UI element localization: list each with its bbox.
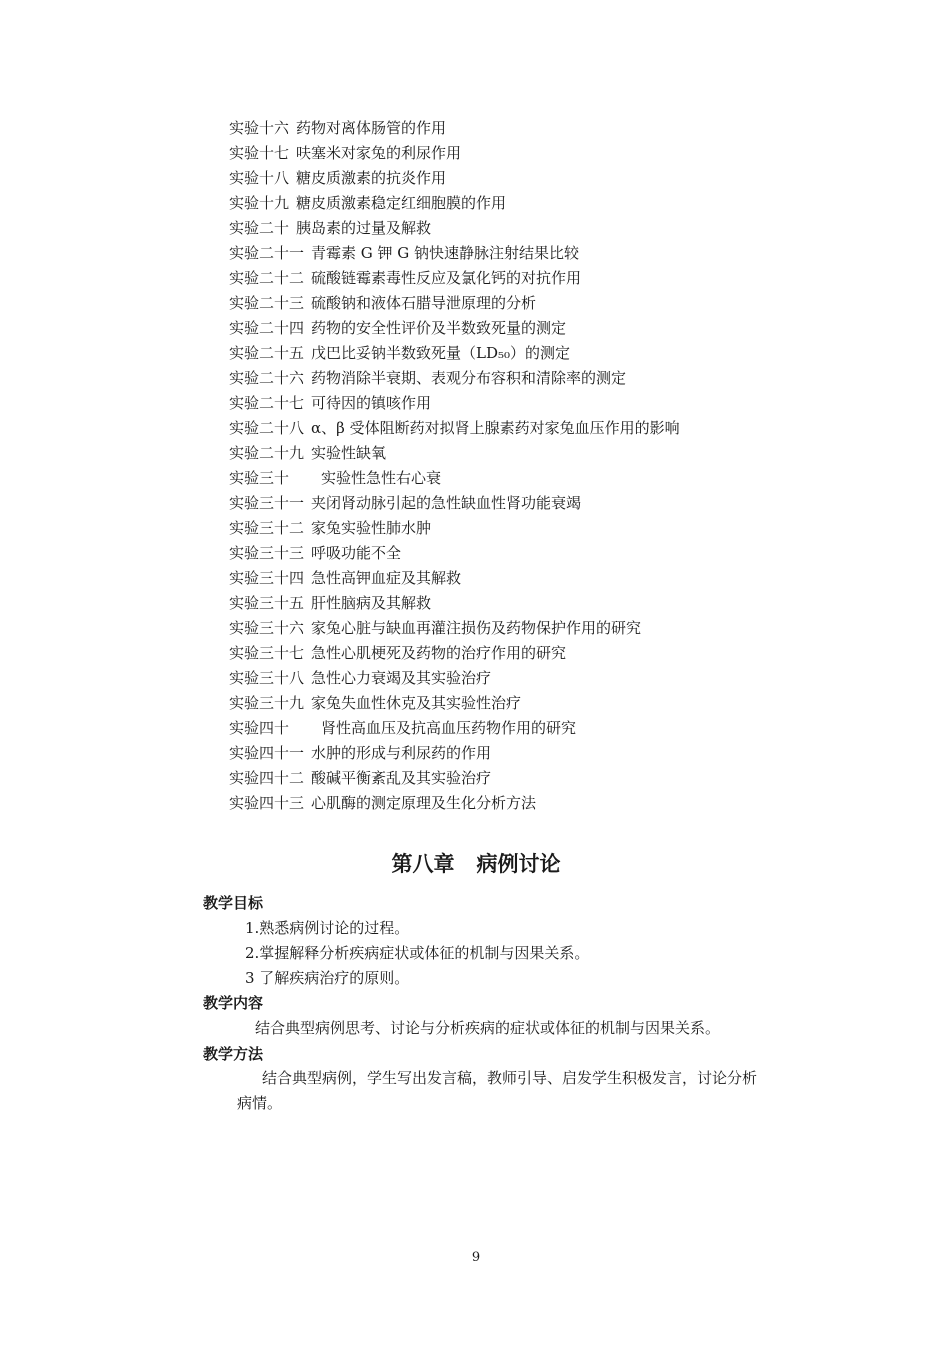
experiment-title: 可待因的镇咳作用 <box>311 394 432 412</box>
experiment-title: 糖皮质激素稳定红细胞膜的作用 <box>296 194 507 212</box>
experiment-item <box>229 566 869 591</box>
experiment-item <box>229 791 869 816</box>
experiment-title: 药物的安全性评价及半数致死量的测定 <box>311 319 567 337</box>
experiment-number: 实验十六 <box>229 119 290 137</box>
experiment-item <box>229 716 869 741</box>
experiment-item <box>229 666 869 691</box>
experiment-number: 实验四十三 <box>229 794 305 812</box>
experiment-number: 实验二十九 <box>229 444 305 462</box>
experiment-number: 实验三十七 <box>229 644 305 662</box>
experiment-number: 实验三十五 <box>229 594 305 612</box>
objective-item: 3 了解疾病治疗的原则。 <box>245 969 410 987</box>
experiment-item <box>229 391 869 416</box>
experiment-item <box>229 191 869 216</box>
experiment-number: 实验三十二 <box>229 519 305 537</box>
experiment-item <box>229 166 869 191</box>
experiment-number: 实验三十六 <box>229 619 305 637</box>
experiment-title: 实验性缺氧 <box>311 444 387 462</box>
experiment-number: 实验二十七 <box>229 394 305 412</box>
chapter-number: 第八章 <box>391 852 455 876</box>
experiment-item <box>229 691 869 716</box>
experiment-title: 硫酸链霉素毒性反应及氯化钙的对抗作用 <box>311 269 582 287</box>
experiment-title: 呼吸功能不全 <box>311 544 402 562</box>
experiment-item <box>229 616 869 641</box>
experiment-number: 实验二十六 <box>229 369 305 387</box>
experiment-title: 药物消除半衰期、表观分布容积和清除率的测定 <box>311 369 627 387</box>
experiment-title: 实验性急性右心衰 <box>321 469 442 487</box>
experiment-item <box>229 441 869 466</box>
experiment-title: 酸碱平衡紊乱及其实验治疗 <box>311 769 492 787</box>
experiment-title: 心肌酶的测定原理及生化分析方法 <box>311 794 537 812</box>
chapter-heading <box>0 848 952 878</box>
experiment-number: 实验二十三 <box>229 294 305 312</box>
experiment-title: 硫酸钠和液体石腊导泄原理的分析 <box>311 294 537 312</box>
experiment-list <box>229 116 869 816</box>
experiment-item <box>229 541 869 566</box>
experiment-title: 戊巴比妥钠半数致死量（LD₅₀）的测定 <box>311 344 571 362</box>
experiment-item <box>229 516 869 541</box>
experiment-number: 实验二十五 <box>229 344 305 362</box>
experiment-number: 实验三十四 <box>229 569 305 587</box>
content-text: 结合典型病例思考、讨论与分析疾病的症状或体征的机制与因果关系。 <box>255 1019 721 1037</box>
experiment-title: 水肿的形成与利尿药的作用 <box>311 744 492 762</box>
experiment-item <box>229 416 869 441</box>
experiment-item <box>229 466 869 491</box>
experiment-title: 药物对离体肠管的作用 <box>296 119 447 137</box>
experiment-number: 实验十八 <box>229 169 290 187</box>
experiment-item <box>229 341 869 366</box>
experiment-title: 青霉素 G 钾 G 钠快速静脉注射结果比较 <box>311 244 580 262</box>
experiment-number: 实验二十 <box>229 219 290 237</box>
experiment-item <box>229 591 869 616</box>
experiment-item <box>229 216 869 241</box>
objective-item: 2.掌握解释分析疾病症状或体征的机制与因果关系。 <box>245 944 590 962</box>
objective-item: 1.熟悉病例讨论的过程。 <box>245 919 410 937</box>
experiment-item <box>229 266 869 291</box>
experiment-item <box>229 141 869 166</box>
experiment-title: 家兔失血性休克及其实验性治疗 <box>311 694 522 712</box>
experiment-number: 实验四十二 <box>229 769 305 787</box>
experiment-item <box>229 316 869 341</box>
content-heading: 教学内容 <box>203 994 264 1012</box>
experiment-title: α、β 受体阻断药对拟肾上腺素药对家兔血压作用的影响 <box>311 419 680 437</box>
chapter-title: 病例讨论 <box>476 852 561 876</box>
experiment-title: 急性高钾血症及其解救 <box>311 569 462 587</box>
page-number: 9 <box>471 1250 481 1265</box>
experiment-number: 实验三十 <box>229 469 290 487</box>
experiment-title: 胰岛素的过量及解救 <box>296 219 432 237</box>
methods-text-line1: 结合典型病例，学生写出发言稿，教师引导、启发学生积极发言，讨论分析 <box>262 1069 758 1087</box>
experiment-number: 实验四十一 <box>229 744 305 762</box>
experiment-number: 实验二十八 <box>229 419 305 437</box>
experiment-item <box>229 741 869 766</box>
experiment-title: 夹闭肾动脉引起的急性缺血性肾功能衰竭 <box>311 494 582 512</box>
experiment-title: 糖皮质激素的抗炎作用 <box>296 169 447 187</box>
experiment-number: 实验二十一 <box>229 244 305 262</box>
experiment-number: 实验十七 <box>229 144 290 162</box>
experiment-number: 实验三十三 <box>229 544 305 562</box>
objectives-heading: 教学目标 <box>203 894 264 912</box>
experiment-item <box>229 241 869 266</box>
experiment-title: 急性心肌梗死及药物的治疗作用的研究 <box>311 644 567 662</box>
experiment-number: 实验三十一 <box>229 494 305 512</box>
experiment-number: 实验十九 <box>229 194 290 212</box>
experiment-title: 肾性高血压及抗高血压药物作用的研究 <box>321 719 577 737</box>
experiment-title: 家兔实验性肺水肿 <box>311 519 432 537</box>
experiment-item <box>229 116 869 141</box>
experiment-title: 急性心力衰竭及其实验治疗 <box>311 669 492 687</box>
experiment-item <box>229 766 869 791</box>
experiment-number: 实验二十二 <box>229 269 305 287</box>
experiment-title: 家兔心脏与缺血再灌注损伤及药物保护作用的研究 <box>311 619 642 637</box>
methods-heading: 教学方法 <box>203 1045 264 1063</box>
experiment-number: 实验三十八 <box>229 669 305 687</box>
experiment-item <box>229 366 869 391</box>
experiment-title: 肝性脑病及其解救 <box>311 594 432 612</box>
experiment-item <box>229 291 869 316</box>
experiment-item <box>229 491 869 516</box>
experiment-title: 呋塞米对家兔的利尿作用 <box>296 144 462 162</box>
methods-text-line2: 病情。 <box>237 1094 283 1112</box>
experiment-number: 实验三十九 <box>229 694 305 712</box>
experiment-number: 实验四十 <box>229 719 290 737</box>
experiment-item <box>229 641 869 666</box>
experiment-number: 实验二十四 <box>229 319 305 337</box>
